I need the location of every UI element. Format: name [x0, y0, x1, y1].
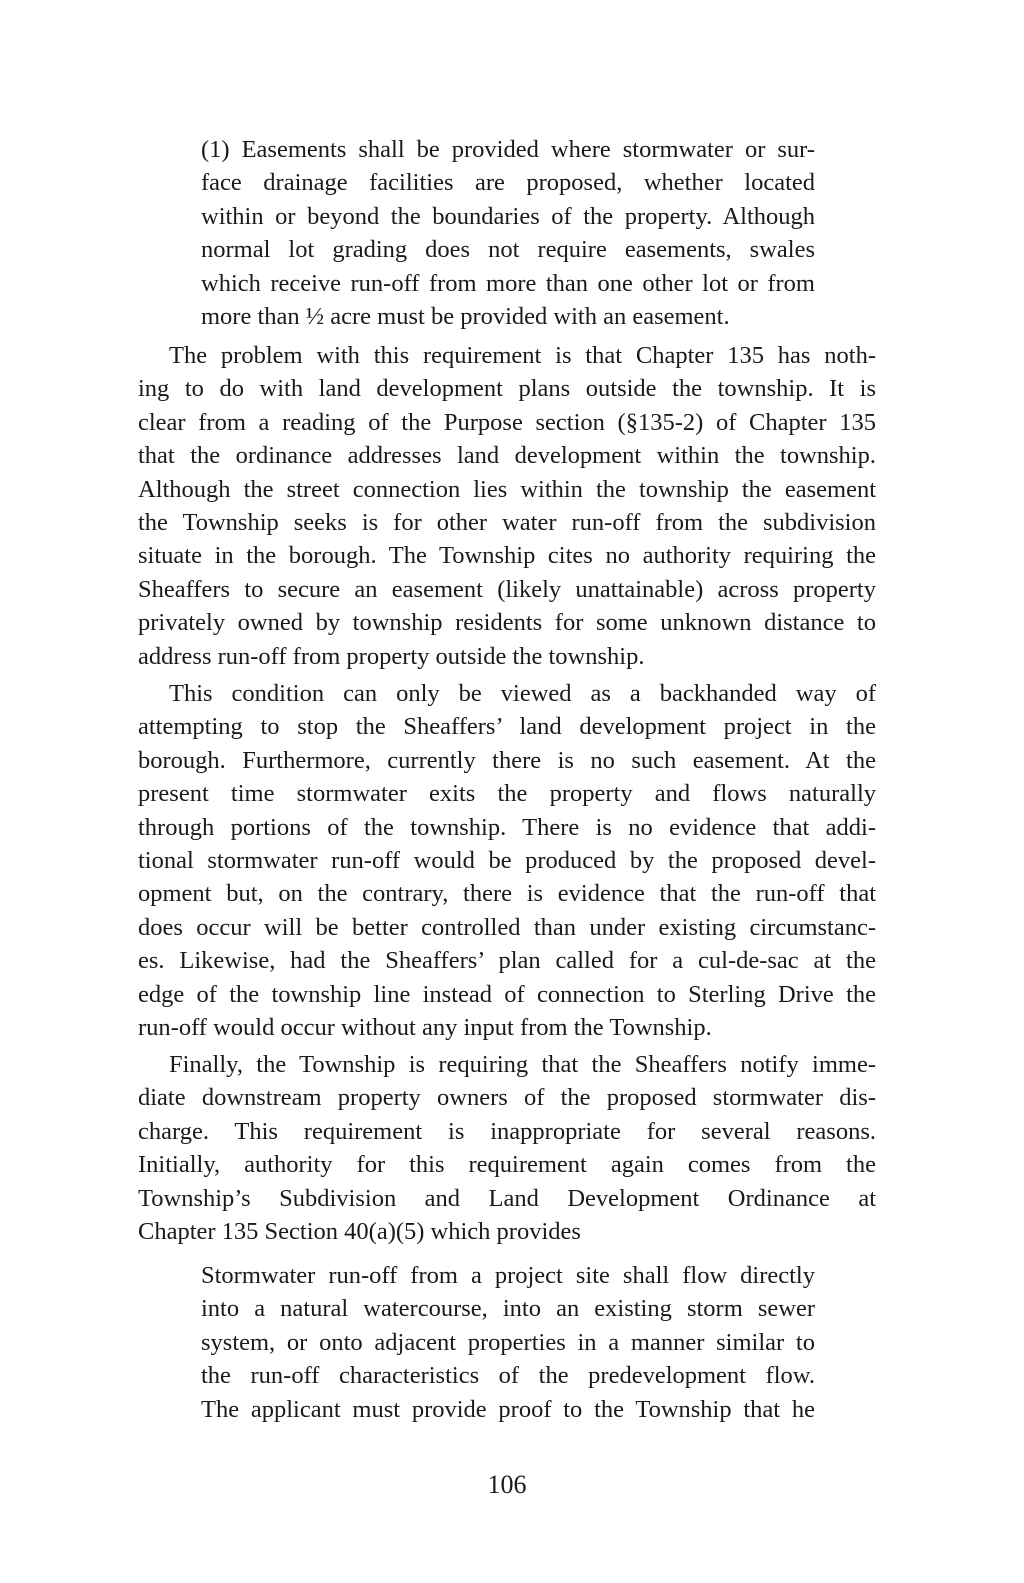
quote-line: (1) Easements shall be provided where stormwater or sur- — [201, 136, 815, 163]
paragraph-line: situate in the borough. The Township cites no authority requiring the — [138, 542, 876, 570]
paragraph-problem — [138, 339, 876, 673]
quote-line: face drainage facilities are proposed, whether located — [201, 169, 815, 197]
paragraph-line: attempting to stop the Sheaffers’ land development project in the — [138, 713, 876, 741]
paragraph-line: run-off would occur without any input from the Township. — [138, 1013, 712, 1041]
paragraph-line: address run-off from property outside the township. — [138, 642, 645, 670]
paragraph-line: Although the street connection lies within the township the easement — [138, 475, 876, 503]
quote-line: The applicant must provide proof to the Township that he — [201, 1395, 815, 1423]
page-number: 106 — [487, 1470, 527, 1499]
paragraph-line: edge of the township line instead of connection to Sterling Drive the — [138, 980, 876, 1008]
paragraph-line: that the ordinance addresses land development within the township. — [138, 442, 876, 470]
paragraph-line: the Township seeks is for other water run-off from the subdivision — [138, 508, 876, 536]
paragraph-line: ing to do with land development plans outside the township. It is — [138, 375, 876, 403]
paragraph-line: es. Likewise, had the Sheaffers’ plan called for a cul-de-sac at the — [138, 947, 876, 975]
paragraph-line: The problem with this requirement is that Chapter 135 has noth- — [169, 342, 876, 369]
paragraph-line: Chapter 135 Section 40(a)(5) which provides — [138, 1217, 581, 1245]
paragraph-line: through portions of the township. There is no evidence that addi- — [138, 813, 876, 841]
quote-line: system, or onto adjacent properties in a manner similar to — [201, 1328, 815, 1356]
paragraph-line: does occur will be better controlled than under existing circumstanc- — [138, 913, 876, 941]
paragraph-line: charge. This requirement is inappropriate for several reasons. — [138, 1117, 876, 1145]
paragraph-line: Initially, authority for this requirement again comes from the — [138, 1151, 876, 1179]
quote-line: Stormwater run-off from a project site shall flow directly — [201, 1262, 815, 1289]
block-quote-easements — [201, 133, 815, 333]
paragraph-line: borough. Furthermore, currently there is no such easement. At the — [138, 746, 876, 774]
quote-line: the run-off characteristics of the predevelopment flow. — [201, 1362, 815, 1390]
paragraph-condition — [138, 677, 876, 1044]
paragraph-line: Sheaffers to secure an easement (likely unattainable) across property — [138, 575, 876, 603]
quote-line: normal lot grading does not require easements, swales — [201, 236, 815, 264]
paragraph-line: present time stormwater exits the property and flows naturally — [138, 780, 876, 808]
block-quote-stormwater — [201, 1259, 815, 1426]
paragraph-line: Township’s Subdivision and Land Development Ordinance at — [138, 1184, 876, 1212]
paragraph-line: Finally, the Township is requiring that the Sheaffers notify imme- — [169, 1051, 876, 1078]
paragraph-line: diate downstream property owners of the proposed stormwater dis- — [138, 1084, 876, 1112]
paragraph-line: This condition can only be viewed as a backhanded way of — [169, 680, 876, 707]
quote-line: within or beyond the boundaries of the property. Although — [201, 202, 815, 230]
paragraph-line: privately owned by township residents for some unknown distance to — [138, 609, 876, 637]
paragraph-line: opment but, on the contrary, there is evidence that the run-off that — [138, 880, 876, 908]
paragraph-line: tional stormwater run-off would be produced by the proposed devel- — [138, 846, 876, 874]
paragraph-line: clear from a reading of the Purpose section (§135-2) of Chapter 135 — [138, 408, 876, 436]
quote-line: which receive run-off from more than one other lot or from — [201, 269, 815, 297]
paragraph-notify — [138, 1048, 876, 1248]
quote-line: more than ½ acre must be provided with an easement. — [201, 302, 730, 330]
quote-line: into a natural watercourse, into an existing storm sewer — [201, 1295, 815, 1323]
